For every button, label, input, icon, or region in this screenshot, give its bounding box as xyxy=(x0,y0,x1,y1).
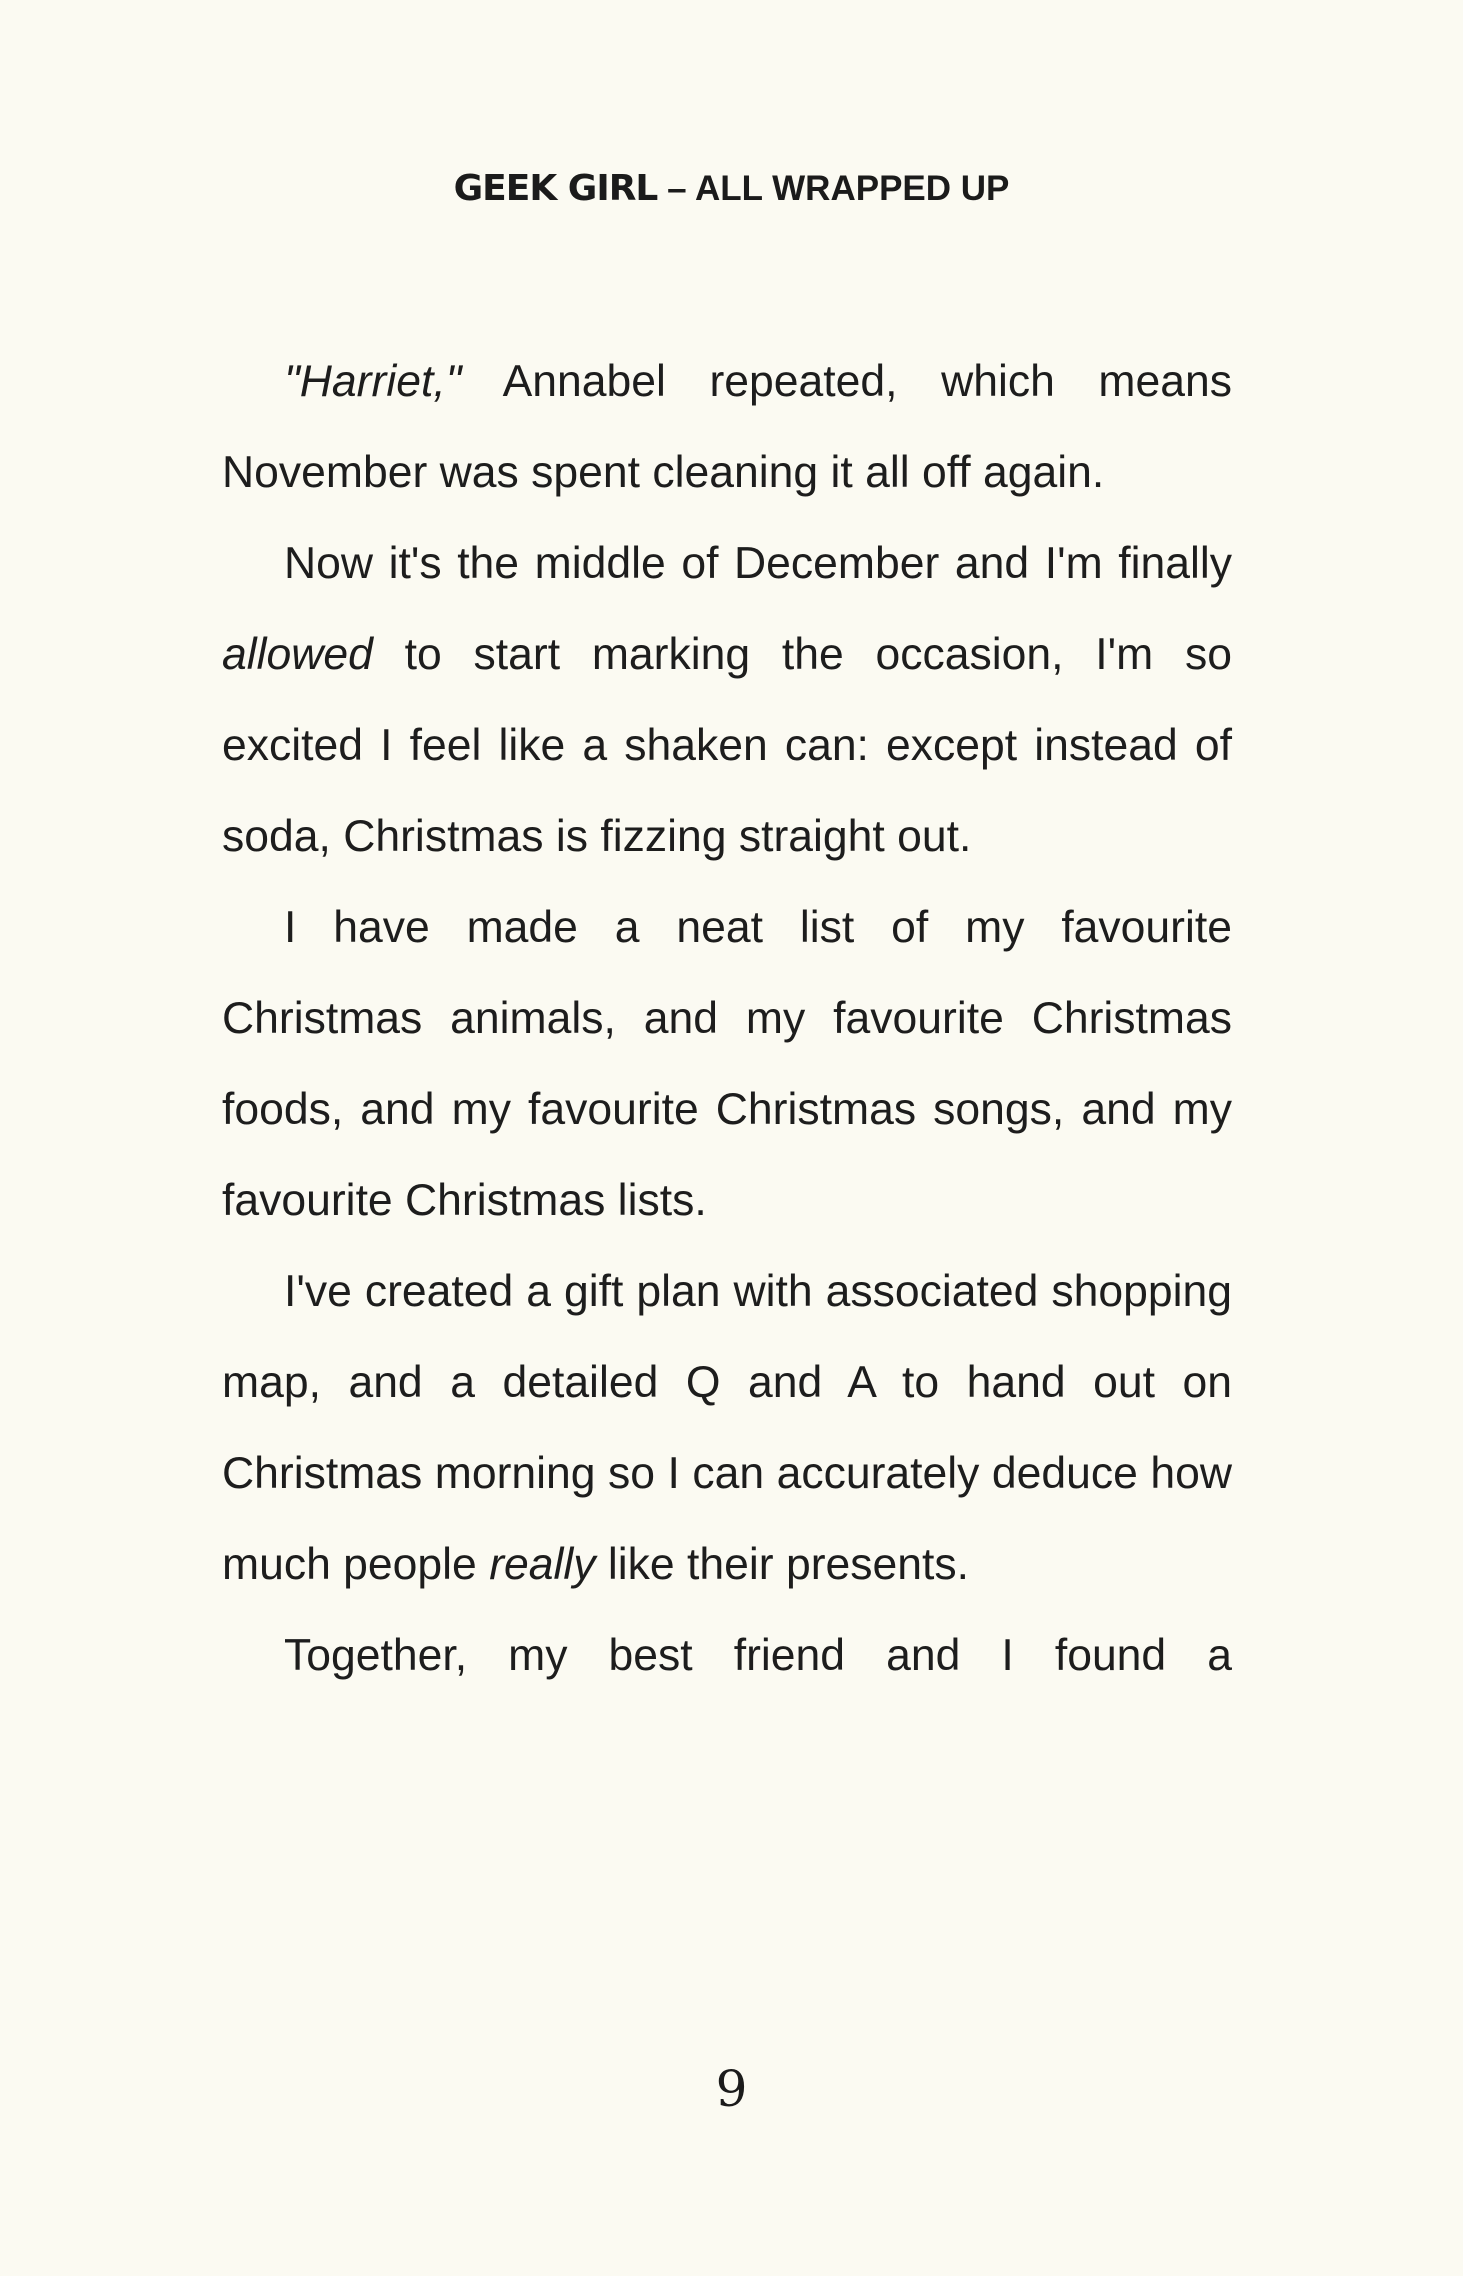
page-number: 9 xyxy=(715,2060,748,2118)
paragraph-text: I've created a gift plan with associated shopping map, and a detailed Q and A to hand out on Christmas morning so I can accurately deduce how much people xyxy=(222,1267,1232,1589)
paragraph-text: really xyxy=(489,1540,596,1589)
paragraph-3 xyxy=(222,882,1232,1246)
paragraph-text: Annabel repeated, which means November was spent cleaning it all off again. xyxy=(222,357,1232,497)
header-separator: – xyxy=(667,169,687,208)
paragraph-text: Together, my best friend and I found a xyxy=(284,1631,1232,1680)
series-title: GEEK GIRL xyxy=(453,168,658,209)
running-header xyxy=(0,168,1463,209)
book-title: ALL WRAPPED UP xyxy=(695,169,1010,208)
paragraph-text: I have made a neat list of my favourite Christmas animals, and my favourite Christmas foods, and my favourite Christmas songs, and my favourite Christmas lists. xyxy=(222,903,1232,1225)
paragraph-2 xyxy=(222,518,1232,882)
paragraph-text: allowed xyxy=(222,630,373,679)
body-text xyxy=(222,336,1232,1701)
paragraph-4 xyxy=(222,1246,1232,1610)
paragraph-text: "Harriet," xyxy=(284,357,462,406)
paragraph-text: Now it's the middle of December and I'm finally xyxy=(284,539,1232,588)
paragraph-1 xyxy=(222,336,1232,518)
paragraph-text: to start marking the occasion, I'm so excited I feel like a shaken can: except instead of soda, Christmas is fizzing straight out. xyxy=(222,630,1232,861)
paragraph-text: like their presents. xyxy=(595,1540,970,1589)
paragraph-5 xyxy=(222,1610,1232,1701)
